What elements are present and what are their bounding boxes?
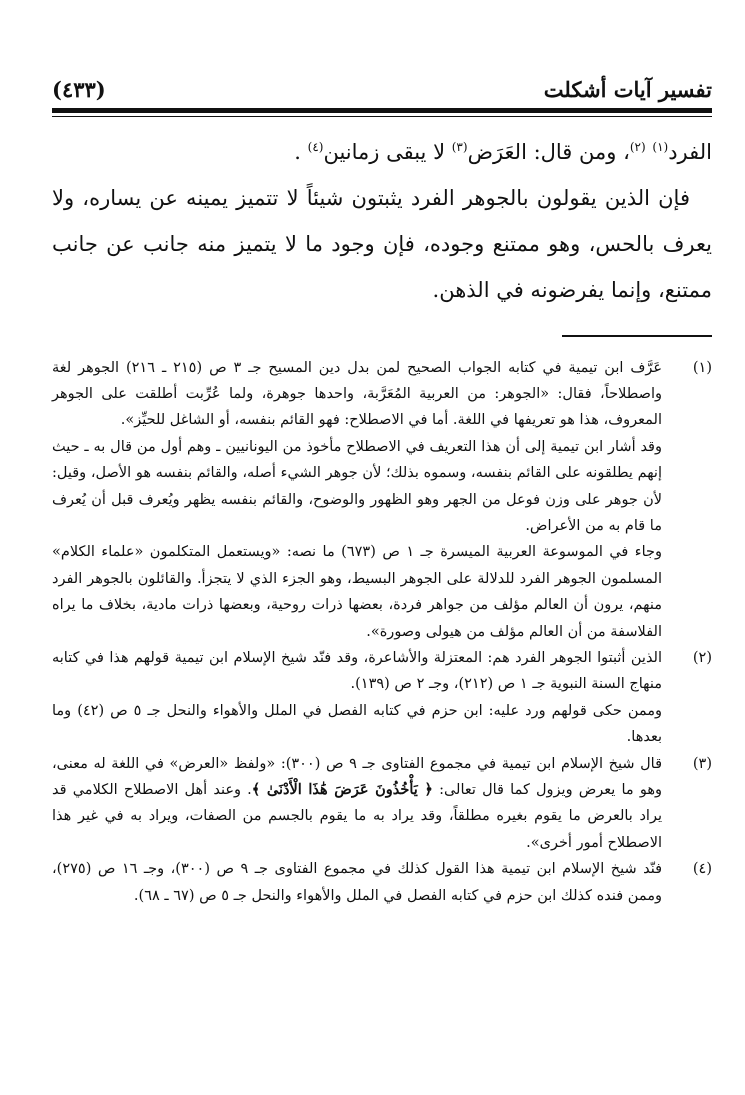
page-number: (٤٣٣) <box>52 77 106 102</box>
footnote-3 <box>52 751 712 857</box>
footnote-paragraph: فنّد شيخ الإسلام ابن تيمية هذا القول كذلك في مجموع الفتاوى جـ ٩ ص (٣٠٠)، وجـ ١٦ ص (٢٧٥)، وممن فنده كذلك ابن حزم في كتابه الفصل في الملل والأهواء والنحل جـ ٥ ص (٦٧ ـ ٦٨). <box>52 861 663 904</box>
main-paragraph-2: فإن الذين يقولون بالجوهر الفرد يثبتون شيئاً لا تتميز يمينه عن يساره، ولا يعرف بالحس، وهو ممتنع وجوده، فإن وجود ما لا يتميز منه جانب عن جانب ممتنع، وإنما يفرضونه في الذهن. <box>52 186 712 302</box>
quran-verse: ﴿ يَأْخُذُونَ عَرَضَ هَٰذَا الْأَدْنَىٰ ﴾ <box>251 781 433 798</box>
footnote-number: (١) <box>692 359 712 376</box>
main-paragraph-1: الفرد$^{(١)}$ $^{(٢)}$، ومن قال: العَرَض$^{(٣)}$ لا يبقى زمانين$^{(٤)}$ . <box>294 140 712 164</box>
footnote-2 <box>52 645 712 751</box>
footnotes <box>52 355 712 910</box>
footnote-paragraph: وجاء في الموسوعة العربية الميسرة جـ ١ ص (٦٧٣) ما نصه: «ويستعمل المتكلمون «علماء الكلام» المسلمون الجوهر الفرد للدلالة على الجوهر البسيط، وهو الجزء الذي لا يتجزأ. والقائلون بالجوهر الفرد منهم، يرون أن العالم مؤلف من جواهر فردة، بعضها ذرات روحية، وبعضها ذرات مادية، بخلاف ما يراه الفلاسفة من أن العالم مؤلف من هيولى وصورة». <box>52 544 663 640</box>
footnote-paragraph: عَرَّف ابن تيمية في كتابه الجواب الصحيح لمن بدل دين المسيح جـ ٣ ص (٢١٥ ـ ٢١٦) الجوهر لغة واصطلاحاً، فقال: «الجوهر: من العربية المُعَرَّبة، واحدها جوهرة، ولما عُرِّبت أطلقت على الجوهر المعروف، هذا هو تعريفها في اللغة. أما في الاصطلاح: فهو القائم بنفسه، أو الشاغل للحيِّز». <box>52 359 663 429</box>
footnote-paragraph: وقد أشار ابن تيمية إلى أن هذا التعريف في الاصطلاح مأخوذ من اليونانيين ـ وهم أول من قال به ـ حيث إنهم يطلقونه على القائم بنفسه، وسموه بذلك؛ لأن جوهر الشيء أصله، والقائم بنفسه هو الأصل، وقيل: لأن جوهر على وزن فوعل من الجهر وهو الظهور والوضوح، والقائم بنفسه يظهر ويُعرف قبل أن يُعرف ما قام به من الأعراض. <box>52 438 662 534</box>
main-text <box>52 129 712 313</box>
header-rule-thick <box>52 108 712 113</box>
footnote-1 <box>52 355 712 645</box>
footnote-paragraph: الذين أثبتوا الجوهر الفرد هم: المعتزلة والأشاعرة، وقد فنّد شيخ الإسلام ابن تيمية قولهم هذا في كتابه منهاج السنة النبوية جـ ١ ص (٢١٢)، وجـ ٢ ص (١٣٩). <box>52 649 662 693</box>
running-header <box>52 70 712 102</box>
footnote-number: (٤) <box>692 861 712 878</box>
footnote-4 <box>52 856 712 909</box>
book-page <box>52 70 712 909</box>
header-rule-thin <box>52 116 712 117</box>
footnote-separator <box>562 335 712 337</box>
header-title: تفسير آيات أشكلت <box>543 77 712 102</box>
footnote-number: (٢) <box>692 649 712 666</box>
footnote-number: (٣) <box>692 755 712 772</box>
footnote-ref-4: (٤) <box>307 140 324 154</box>
footnote-ref-2: (٢) <box>629 140 646 154</box>
footnote-ref-1: (١) <box>652 140 669 154</box>
footnote-paragraph: قال شيخ الإسلام ابن تيمية في مجموع الفتاوى جـ ٩ ص (٣٠٠): «ولفظ «العرض» في اللغة له معنى، وهو ما يعرض ويزول كما قال تعالى: ﴿ يَأْخُذُونَ عَرَضَ هَٰذَا الْأَدْنَىٰ ﴾. وعند أهل الاصطلاح الكلامي قد يراد بالعرض ما يقوم بغيره مطلقاً، وقد يراد به ما يقوم بالجسم من الصفات، ويراد به في غير هذا الاصطلاح أمور أخرى». <box>52 755 663 851</box>
footnote-paragraph: وممن حكى قولهم ورد عليه: ابن حزم في كتابه الفصل في الملل والأهواء والنحل جـ ٥ ص (٤٢) وما بعدها. <box>52 702 663 746</box>
footnote-ref-3: (٣) <box>451 140 468 154</box>
